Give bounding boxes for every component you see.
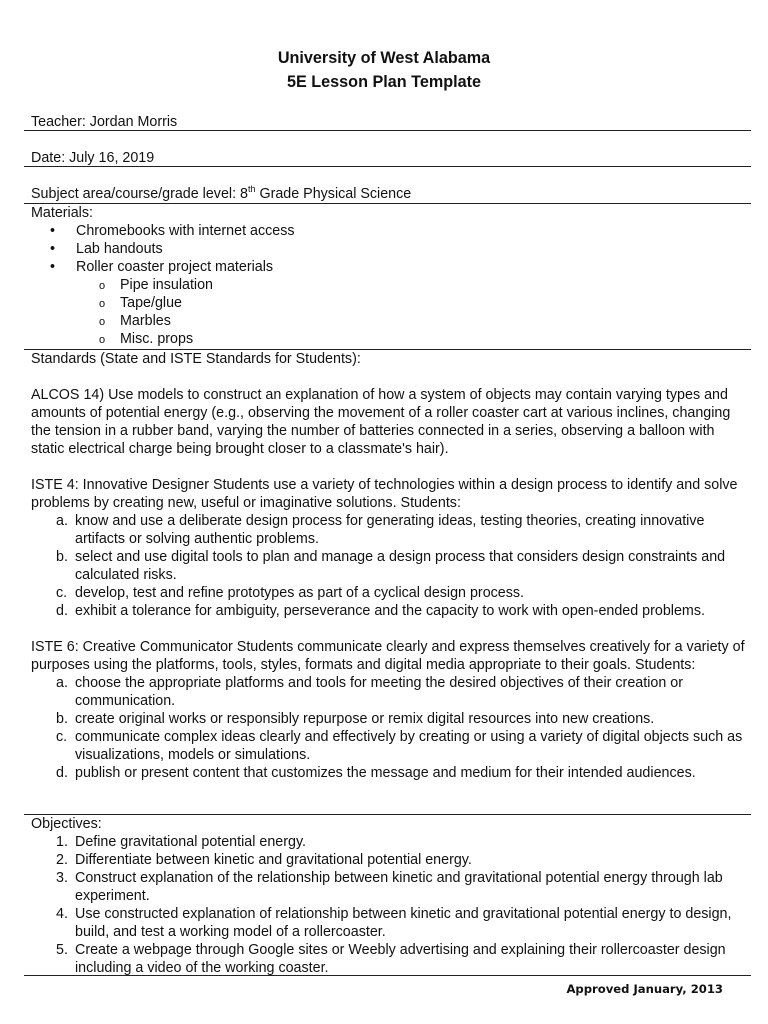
list-item: o Misc. props <box>31 330 746 348</box>
subject-field <box>31 185 411 203</box>
list-marker: c. <box>56 585 68 601</box>
list-marker: 2. <box>56 852 68 868</box>
list-item <box>31 674 746 710</box>
list-text: exhibit a tolerance for ambiguity, perseverance and the capacity to work with open-ended problems. <box>75 603 705 619</box>
divider <box>24 166 751 167</box>
materials-list <box>31 222 746 276</box>
list-item <box>31 851 746 869</box>
list-item <box>31 710 746 728</box>
iste6-intro: ISTE 6: Creative Communicator Students communicate clearly and express themselves creatively for a variety of purposes using the platforms, tools, styles, formats and digital media appropriate to their goals. Students: <box>31 639 745 673</box>
list-item <box>31 764 746 782</box>
iste4-list <box>31 512 746 620</box>
list-item <box>31 833 746 851</box>
list-text: Construct explanation of the relationship between kinetic and gravitational potential energy through lab experiment. <box>75 870 723 904</box>
list-item: • Chromebooks with internet access <box>31 222 746 240</box>
list-text: choose the appropriate platforms and tools for meeting the desired objectives of their creation or communication. <box>75 675 683 709</box>
list-item <box>31 584 746 602</box>
university-title: University of West Alabama <box>277 49 491 67</box>
list-marker: b. <box>56 549 68 565</box>
list-text: Use constructed explanation of relationship between kinetic and gravitational potential energy to design, build, and test a working model of a rollercoaster. <box>75 906 732 940</box>
list-item <box>31 602 746 620</box>
list-item <box>31 869 746 905</box>
objectives-section <box>31 815 746 977</box>
list-text: create original works or responsibly repurpose or remix digital resources into new creations. <box>75 711 655 727</box>
divider <box>24 130 751 131</box>
project-materials-sublist <box>31 276 746 348</box>
list-text: publish or present content that customizes the message and medium for their intended audiences. <box>75 765 696 781</box>
standards-heading: Standards (State and ISTE Standards for Students): <box>31 351 361 367</box>
alcos-standard: ALCOS 14) Use models to construct an explanation of how a system of objects may contain varying types and amounts of potential energy (e.g., observing the movement of a roller coaster cart at various inclines, changing the tension in a rubber band, varying the number of batteries connected in a series, observing a balloon with static electrical charge being brought closer to a classmate's hair). <box>31 387 731 457</box>
iste6-list <box>31 674 746 782</box>
list-marker: b. <box>56 711 68 727</box>
list-text: select and use digital tools to plan and manage a design process that considers design constraints and calculated risks. <box>75 549 726 583</box>
list-item <box>31 941 746 977</box>
template-title: 5E Lesson Plan Template <box>286 73 481 91</box>
list-text: communicate complex ideas clearly and effectively by creating or using a variety of digital objects such as visualizations, models or simulations. <box>75 729 743 763</box>
materials-section <box>31 204 746 348</box>
subject-prefix: Subject area/course/grade level: 8 <box>31 186 248 202</box>
objectives-list <box>31 833 746 977</box>
list-marker: 4. <box>56 906 68 922</box>
list-marker: 3. <box>56 870 68 886</box>
list-item <box>31 548 746 584</box>
list-marker: d. <box>56 603 68 619</box>
list-marker: 1. <box>56 834 68 850</box>
list-marker: a. <box>56 675 68 691</box>
objectives-heading: Objectives: <box>31 816 102 832</box>
standards-section <box>31 350 746 782</box>
list-text: Create a webpage through Google sites or Weebly advertising and explaining their rollercoaster design including a video of the working coaster. <box>75 942 726 976</box>
teacher-field: Teacher: Jordan Morris <box>31 114 178 130</box>
list-marker: d. <box>56 765 68 781</box>
list-text: Define gravitational potential energy. <box>75 834 307 850</box>
list-item: o Tape/glue <box>31 294 746 312</box>
list-item <box>31 728 746 764</box>
subject-superscript: th <box>247 184 256 195</box>
list-text: develop, test and refine prototypes as part of a cyclical design process. <box>75 585 525 601</box>
iste4-intro: ISTE 4: Innovative Designer Students use a variety of technologies within a design process to identify and solve problems by creating new, useful or imaginative solutions. Students: <box>31 477 738 511</box>
list-item: o Pipe insulation <box>31 276 746 294</box>
list-text: know and use a deliberate design process for generating ideas, testing theories, creating innovative artifacts or solving authentic problems. <box>75 513 705 547</box>
materials-heading: Materials: <box>31 205 93 221</box>
list-item: o Marbles <box>31 312 746 330</box>
list-text: Differentiate between kinetic and gravitational potential energy. <box>75 852 472 868</box>
list-marker: c. <box>56 729 68 745</box>
approval-footer: Approved January, 2013 <box>566 982 723 996</box>
list-marker: a. <box>56 513 68 529</box>
list-item: • Roller coaster project materials <box>31 258 746 276</box>
list-item <box>31 512 746 548</box>
list-marker: 5. <box>56 942 68 958</box>
subject-suffix: Grade Physical Science <box>255 186 412 202</box>
date-field: Date: July 16, 2019 <box>31 150 155 166</box>
list-item: • Lab handouts <box>31 240 746 258</box>
divider <box>24 975 751 976</box>
list-item <box>31 905 746 941</box>
